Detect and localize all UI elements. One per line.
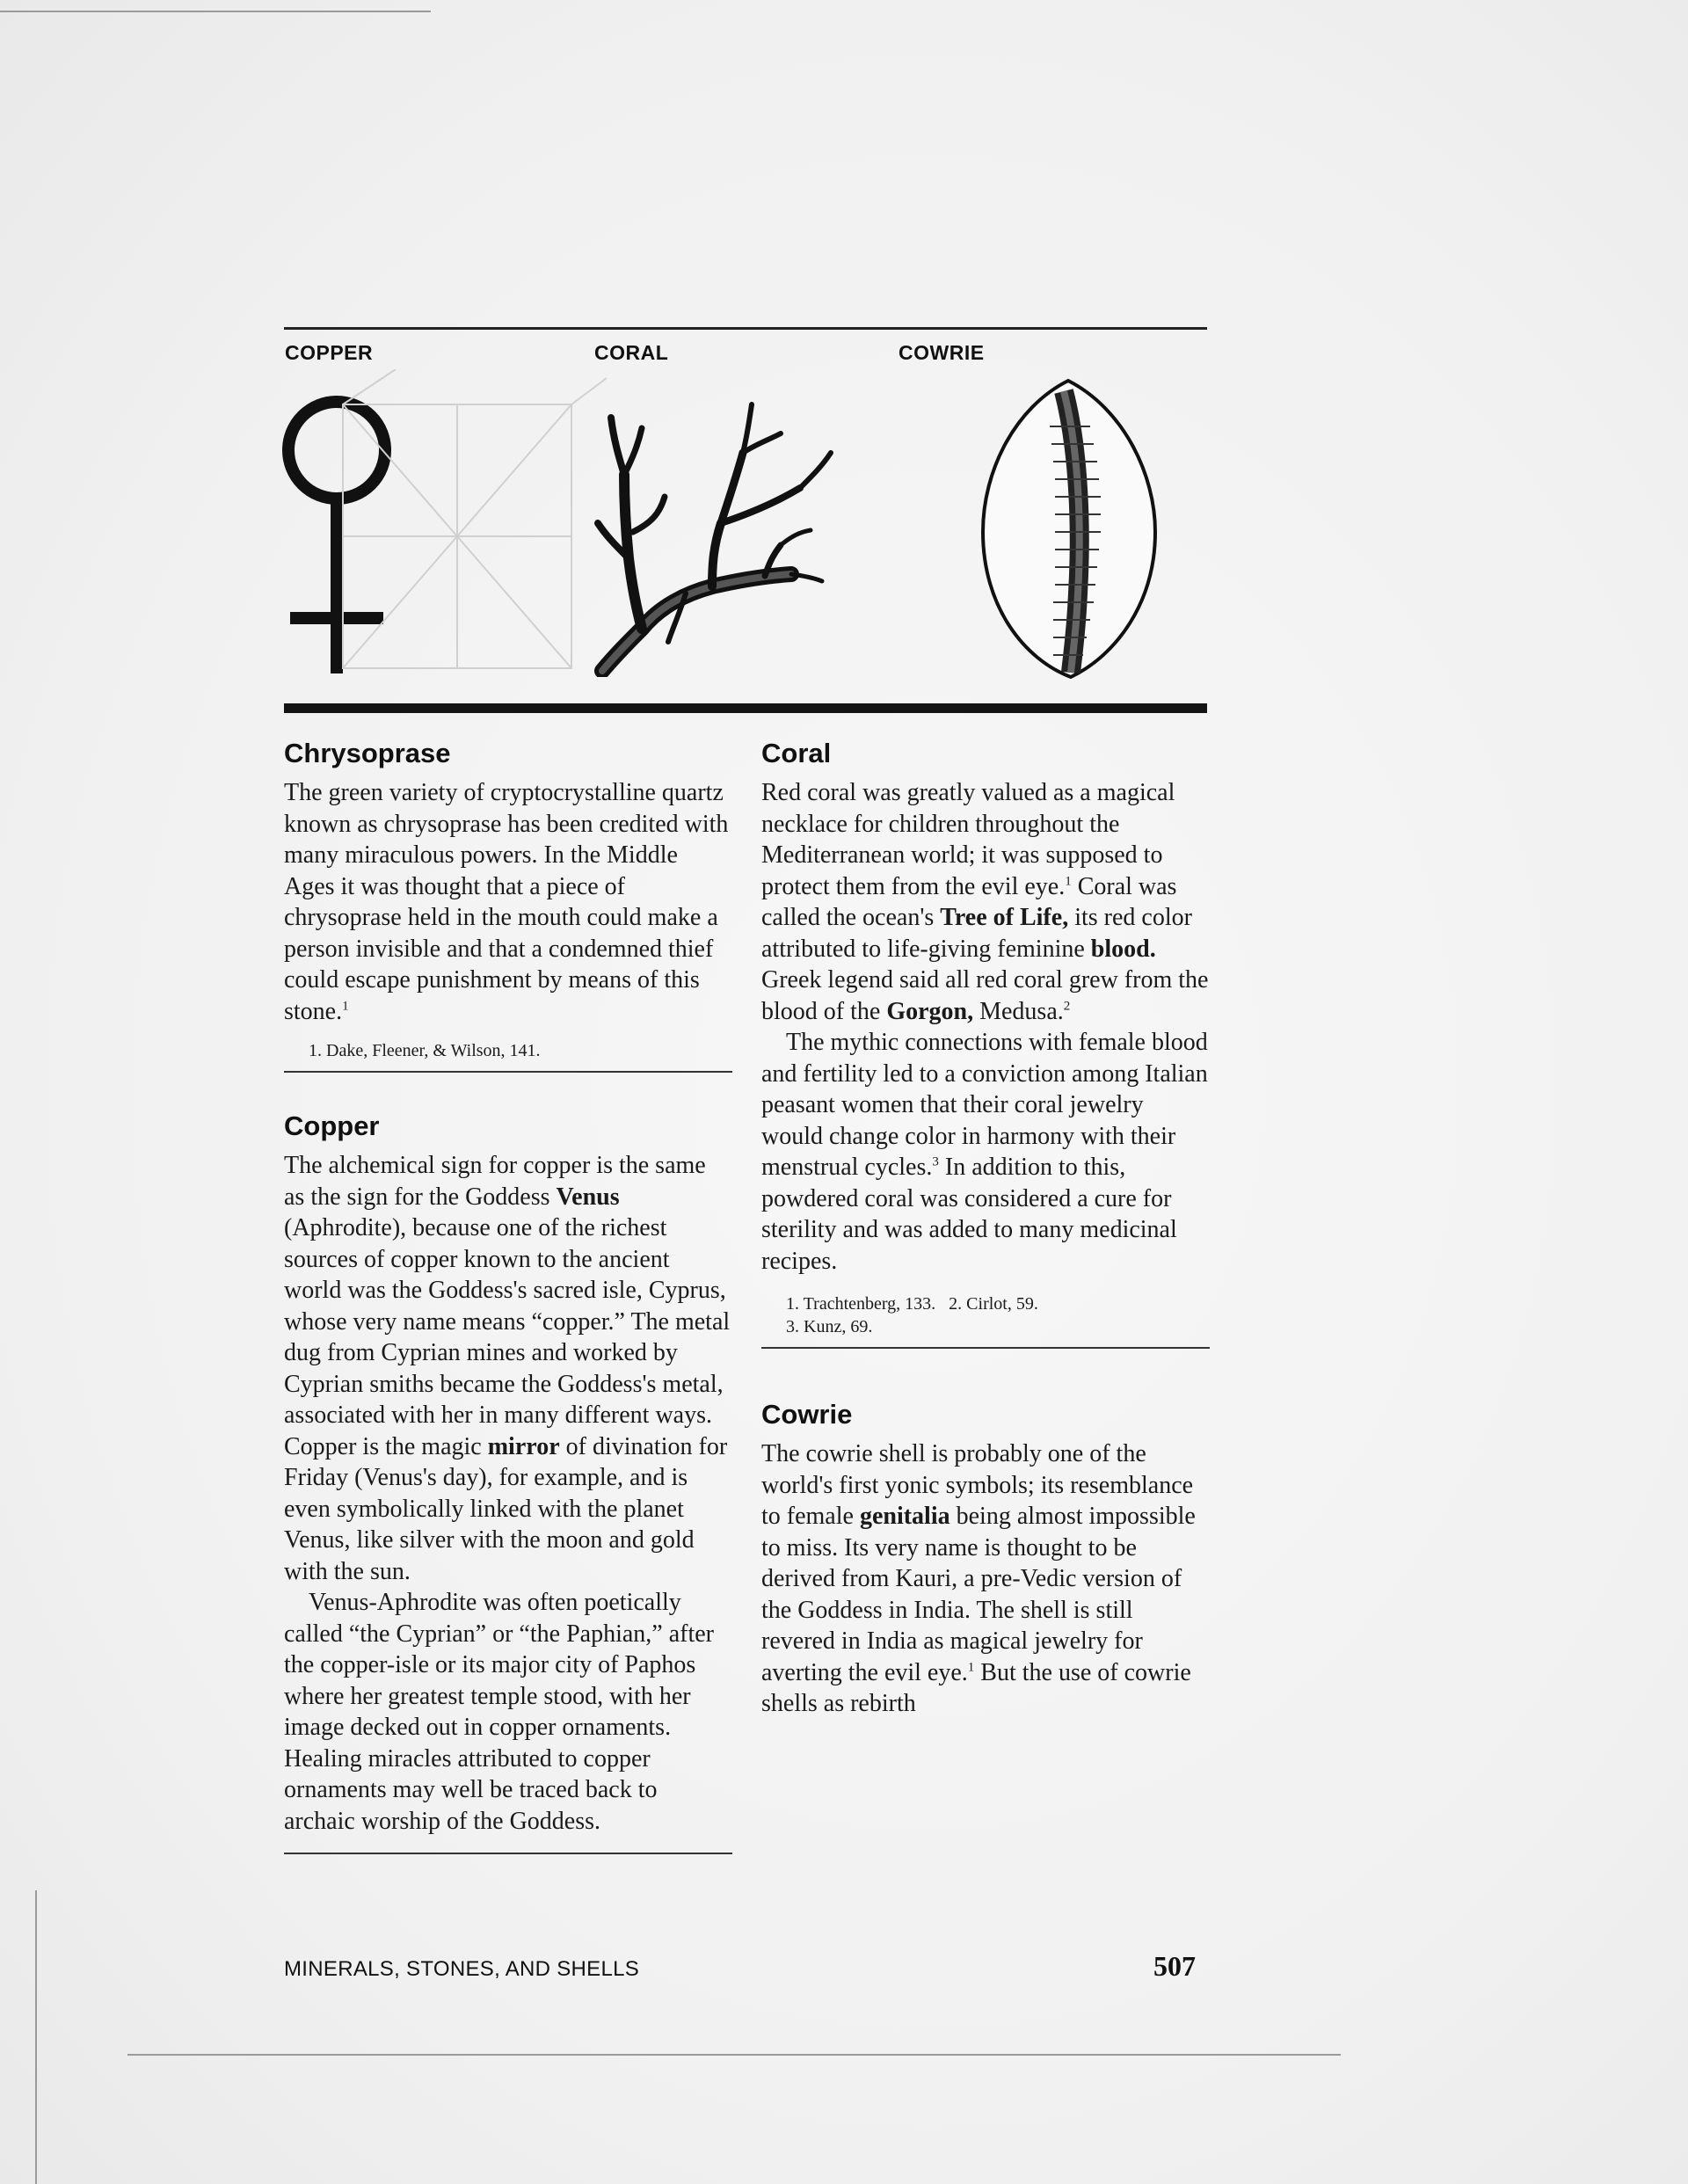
footnote-mark: 1 (967, 1660, 975, 1675)
faint-diagram-icon (325, 369, 607, 686)
coral-text: Medusa. (973, 997, 1064, 1025)
entry-chrysoprase (284, 737, 732, 1073)
right-column (761, 737, 1210, 1720)
section-rule (284, 1071, 732, 1073)
scan-edge-bottom (127, 2054, 1341, 2056)
caption-copper: COPPER (285, 341, 374, 364)
section-rule (284, 1853, 732, 1854)
cowrie-paragraph (761, 1438, 1210, 1720)
scan-edge-left (35, 1890, 37, 2184)
cross-reference-genitalia[interactable]: genitalia (859, 1503, 950, 1530)
coral-text: Coral was called the ocean's (761, 872, 1177, 931)
cross-reference-venus[interactable]: Venus (556, 1183, 620, 1211)
cross-reference-gorgon[interactable]: Gorgon, (886, 997, 974, 1025)
footnote-mark: 2 (1063, 999, 1071, 1014)
coral-text: Greek legend said all red coral grew from the blood of the (761, 966, 1209, 1025)
coral-footnote-line: 3. Kunz, 69. (786, 1317, 873, 1336)
copper-text: (Aphrodite), because one of the richest sources of copper known to the ancient world was the Goddess's sacred isle, Cyprus, whose very name means “copper.” The metal dug from Cyprian mines and worked by Cyprian smiths became the Goddess's metal, associated with her in many different ways. Copper is the magic (284, 1214, 731, 1460)
coral-text: Red coral was greatly valued as a magical necklace for children throughout the Mediterranean world; it was supposed to protect them from the evil eye. (761, 779, 1175, 900)
cross-reference-mirror[interactable]: mirror (487, 1432, 560, 1460)
coral-branch-icon (580, 391, 862, 677)
chrysoprase-body (284, 777, 732, 1027)
coral-footnotes (761, 1292, 1210, 1338)
cross-reference-tree-of-life[interactable]: Tree of Life, (940, 904, 1069, 931)
section-rule (761, 1347, 1210, 1349)
cowrie-shell-icon (976, 374, 1160, 681)
coral-paragraph-2 (761, 1027, 1210, 1277)
footnote-mark: 1 (1065, 874, 1072, 889)
entry-cowrie (761, 1398, 1210, 1720)
figure-band-rule (284, 703, 1207, 713)
chrysoprase-footnotes: 1. Dake, Fleener, & Wilson, 141. (309, 1041, 541, 1060)
running-footer-title: MINERALS, STONES, AND SHELLS (284, 1957, 640, 1981)
coral-text: its red color attributed to life-giving feminine (761, 904, 1192, 963)
entry-copper (284, 1110, 732, 1854)
copper-text: of divination for Friday (Venus's day), for example, and is even symbolically linked with the planet Venus, like silver with the moon and gold with the sun. (284, 1432, 728, 1585)
coral-text: In addition to this, powdered coral was considered a cure for sterility and was added to many medicinal recipes. (761, 1154, 1177, 1275)
cross-reference-blood[interactable]: blood. (1090, 935, 1156, 963)
caption-coral: CORAL (594, 341, 669, 364)
entry-coral (761, 737, 1210, 1349)
copper-paragraph-1 (284, 1150, 732, 1587)
left-column (284, 737, 732, 1854)
coral-paragraph-1 (761, 777, 1210, 1027)
scan-edge-top (0, 11, 431, 12)
header-rule (284, 327, 1207, 330)
caption-cowrie: COWRIE (899, 341, 985, 364)
cowrie-text: But the use of cowrie shells as rebirth (761, 1658, 1191, 1717)
copper-text: The alchemical sign for copper is the same as the sign for the Goddess (284, 1152, 706, 1211)
footnote-mark: 1 (342, 999, 349, 1014)
entry-heading-coral: Coral (761, 738, 832, 768)
entry-heading-chrysoprase: Chrysoprase (284, 738, 451, 768)
entry-heading-copper: Copper (284, 1110, 380, 1141)
copper-paragraph-2: Venus-Aphrodite was often poetically called “the Cyprian” or “the Paphian,” after the copper-isle or its major city of Paphos where her greatest temple stood, with her image decked out in copper ornaments. Healing miracles attributed to copper ornaments may well be traced back to archaic worship of the Goddess. (284, 1589, 714, 1835)
cowrie-text: The cowrie shell is probably one of the world's first yonic symbols; its resemblance to female (761, 1440, 1194, 1530)
coral-footnote-line: 1. Trachtenberg, 133. 2. Cirlot, 59. (786, 1294, 1038, 1314)
coral-text: The mythic connections with female blood and fertility led to a conviction among Italian peasant women that their coral jewelry would change color in harmony with their menstrual cycles. (761, 1029, 1208, 1181)
page-number: 507 (1153, 1950, 1196, 1982)
entry-heading-cowrie: Cowrie (761, 1399, 853, 1430)
cowrie-text: being almost impossible to miss. Its very name is thought to be derived from Kauri, a pre-Vedic version of the Goddess in India. The shell is still revered in India as magical jewelry for averting the evil eye. (761, 1503, 1196, 1686)
chrysoprase-text: The green variety of cryptocrystalline quartz known as chrysoprase has been credited with many miraculous powers. In the Middle Ages it was thought that a piece of chrysoprase held in the mouth could make a person invisible and that a condemned thief could escape punishment by means of this stone. (284, 779, 729, 1025)
footnote-mark: 3 (932, 1154, 939, 1169)
